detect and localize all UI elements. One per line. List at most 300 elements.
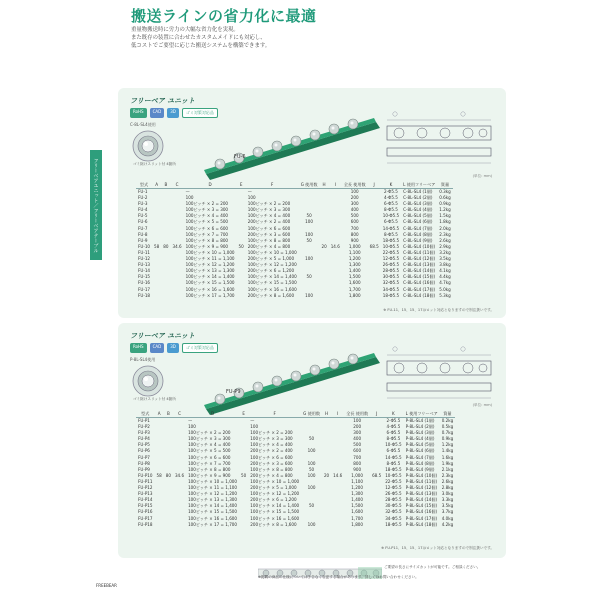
- spec-table-body: [136, 189, 453, 299]
- table-cell: 34.6: [172, 243, 182, 249]
- table-cell: 100ピッチ × 16 = 1,600: [247, 286, 297, 292]
- table-cell: 20: [321, 243, 327, 249]
- table-cell: [331, 522, 344, 528]
- table-cell: 100ピッチ × 16 = 1,600: [250, 515, 300, 521]
- col-i: I: [329, 181, 342, 189]
- table-cell: 100ピッチ × 14 = 1,400: [250, 503, 300, 509]
- col-k: K: [381, 181, 401, 189]
- table-cell: [173, 522, 186, 528]
- table-cell: 18-Φ5.5: [385, 466, 402, 472]
- table-cell: 5.0kg: [439, 286, 451, 292]
- table-cell: 400: [353, 436, 362, 442]
- table-header-row: [136, 181, 453, 189]
- col-mass: 質量: [440, 410, 455, 418]
- table-cell: P-8L-SL4 (5個): [405, 442, 435, 448]
- table-cell: 100: [305, 219, 313, 225]
- table-cell: P-8L-SL4 (7個): [405, 454, 435, 460]
- table-cell: 700: [353, 454, 362, 460]
- technical-drawing: [383, 106, 495, 176]
- col-k: K: [383, 410, 403, 418]
- table-cell: 1,400: [348, 268, 361, 274]
- table-cell: [152, 293, 161, 299]
- table-cell: 900: [353, 466, 362, 472]
- dust-proof-badge: ゴミ対策対応品: [182, 108, 218, 118]
- table-cell: 58: [156, 472, 162, 478]
- product-label: FU-P9: [226, 389, 241, 395]
- table-cell: [173, 418, 186, 425]
- table-cell: 50: [238, 243, 244, 249]
- table-cell: FU-P1: [138, 418, 150, 423]
- table-cell: [368, 189, 381, 196]
- table-cell: 100ピッチ × 12 = 1,200: [250, 491, 300, 497]
- table-cell: 2.1kg: [441, 466, 454, 472]
- table-cell: FU-9: [138, 237, 148, 243]
- table-cell: 1,600: [348, 280, 361, 286]
- table-cell: 100ピッチ × 2 = 200: [188, 430, 231, 436]
- table-cell: C-8L-SL4 (12個): [403, 256, 436, 262]
- table-cell: [155, 418, 164, 425]
- table-cell: 4-Φ5.5: [384, 195, 398, 201]
- table-cell: 34.6: [174, 472, 185, 478]
- table-cell: 100ピッチ × 17 = 1,700: [185, 292, 235, 298]
- table-cell: 18-Φ5.5: [382, 237, 400, 243]
- table-cell: 34-Φ5.5: [382, 286, 400, 292]
- table-cell: 1,600: [351, 509, 364, 515]
- table-cell: C-8L-SL4 (16個): [403, 280, 436, 286]
- table-cell: 1,300: [351, 491, 364, 497]
- table-cell: FU-1: [138, 189, 148, 194]
- table-cell: P-8L-SL4 (2個): [405, 424, 435, 430]
- table-cell: FU-P16: [138, 509, 153, 515]
- table-cell: 1,100: [351, 478, 364, 484]
- table-cell: 2-Φ5.5: [384, 189, 398, 194]
- table-cell: 1,000: [348, 243, 361, 249]
- table-cell: 100ピッチ × 14 = 1,400: [188, 503, 238, 509]
- table-cell: FU-4: [138, 207, 148, 213]
- table-cell: 100: [350, 189, 359, 194]
- table-cell: 4.7kg: [439, 280, 451, 286]
- table-cell: 14.6: [330, 243, 340, 249]
- table-cell: 12-Φ5.5: [382, 256, 400, 262]
- col-b: B: [164, 410, 173, 418]
- table-cell: 2.8kg: [441, 485, 454, 491]
- 3d-badge[interactable]: 3D: [167, 343, 179, 353]
- footer-note-spec: ※掲載の商品の仕様については予告なく変更する場合があります。詳しくはお問い合わせください。: [258, 575, 419, 579]
- table-cell: P-8L-SL4 (3個): [405, 430, 435, 436]
- table-cell: 6-Φ5.5: [386, 430, 401, 436]
- table-cell: 300: [350, 201, 359, 207]
- table-cell: C-8L-SL4 (3個): [403, 201, 433, 207]
- rohs-badge: RoHS: [130, 343, 147, 353]
- table-cell: C-8L-SL4 (13個): [403, 262, 436, 268]
- table-cell: 50: [241, 472, 247, 478]
- table-cell: FU-12: [138, 256, 151, 262]
- table-cell: FU-8: [138, 231, 148, 237]
- table-cell: P-8L-SL4 (17個): [405, 515, 438, 521]
- table-cell: FU-P3: [138, 430, 150, 436]
- section-title: フリーベア ユニット: [130, 97, 195, 105]
- table-cell: 26-Φ5.5: [382, 262, 400, 268]
- desc-line: 重量物搬送時に労力の大幅な省力化を実現。: [131, 27, 239, 33]
- table-cell: P-8L-SL4 (12個): [405, 485, 438, 491]
- spec-table: [136, 181, 453, 299]
- table-cell: 100ピッチ × 8 = 800: [247, 237, 291, 243]
- slit-note: ゴミ除けスリット付 4箇所: [133, 397, 176, 401]
- desc-line: 低コストでご要望に応じた搬送システムを構築できます。: [131, 43, 271, 49]
- table-cell: 6-Φ5.5: [384, 219, 398, 225]
- table-cell: [301, 418, 322, 425]
- table-cell: 200ピッチ × 5 = 1,000: [247, 256, 295, 262]
- table-cell: 28-Φ5.5: [382, 268, 400, 274]
- table-cell: C-8L-SL4 (2個): [403, 195, 433, 201]
- table-cell: 0.3kg: [439, 189, 451, 194]
- table-cell: 5.3kg: [439, 292, 451, 298]
- table-cell: [331, 418, 344, 425]
- table-cell: 200ピッチ × 8 = 1,600: [250, 521, 297, 527]
- table-cell: 100: [307, 521, 316, 527]
- table-cell: 100ピッチ × 6 = 600: [250, 454, 293, 460]
- table-cell: C-8L-SL4 (11個): [403, 249, 436, 255]
- table-cell: 80: [163, 243, 169, 249]
- table-cell: 50: [306, 237, 312, 243]
- table-cell: 200ピッチ × 2 = 400: [250, 448, 293, 454]
- table-cell: 200: [350, 195, 359, 201]
- table-cell: 10-Φ5.5: [382, 243, 400, 249]
- table-cell: 1,200: [348, 256, 361, 262]
- table-cell: FU-7: [138, 225, 148, 231]
- table-cell: 100ピッチ × 8 = 800: [250, 466, 293, 472]
- table-cell: 1,700: [351, 515, 364, 521]
- table-cell: 32-Φ5.5: [382, 280, 400, 286]
- unit-note: (単位: mm): [472, 403, 492, 407]
- table-cell: FU-15: [138, 274, 151, 280]
- col-l: L 使用フリーベア: [405, 410, 438, 416]
- table-cell: 32-Φ5.5: [385, 509, 402, 515]
- table-cell: FU-P6: [138, 448, 150, 454]
- table-cell: [239, 522, 248, 528]
- table-cell: 100ピッチ × 15 = 1,500: [185, 280, 235, 286]
- col-c: C: [170, 181, 183, 189]
- table-cell: FU-6: [138, 219, 148, 225]
- table-cell: FU-P11: [138, 478, 153, 484]
- col-model: 型式: [136, 181, 152, 189]
- table-cell: 100ピッチ × 12 = 1,200: [185, 262, 235, 268]
- table-cell: FU-P10: [138, 472, 153, 478]
- table-cell: 100ピッチ × 12 = 1,200: [247, 262, 297, 268]
- table-cell: 200ピッチ × 5 = 1,000: [250, 485, 297, 491]
- cad-badge[interactable]: CAD: [150, 343, 165, 353]
- table-cell: FU-P5: [138, 442, 150, 448]
- col-a: A: [155, 410, 164, 418]
- col-i: I: [331, 410, 344, 418]
- table-cell: P-8L-SL4 (15個): [405, 503, 438, 509]
- table-cell: [237, 293, 246, 299]
- table-cell: 200ピッチ × 4 = 800: [247, 243, 291, 249]
- table-cell: FU-5: [138, 213, 148, 219]
- table-cell: 3.7kg: [441, 509, 454, 515]
- table-cell: 100ピッチ × 11 = 1,100: [185, 256, 235, 262]
- table-cell: 1,000: [351, 472, 364, 478]
- table-cell: 800: [353, 460, 362, 466]
- table-cell: 100ピッチ × 4 = 400: [247, 213, 291, 219]
- table-cell: 58: [154, 243, 160, 249]
- table-cell: 200ピッチ × 4 = 800: [250, 472, 293, 478]
- table-cell: 100ピッチ × 8 = 800: [185, 237, 229, 243]
- table-cell: 2.6kg: [439, 237, 451, 243]
- table-cell: 4.2kg: [441, 521, 454, 527]
- table-cell: [170, 189, 183, 196]
- col-length: 全長 使用数: [346, 410, 369, 416]
- table-cell: 100: [305, 292, 313, 298]
- table-cell: [155, 522, 164, 528]
- table-cell: FU-P13: [138, 491, 153, 497]
- table-row: [136, 293, 453, 299]
- table-cell: 1,300: [348, 262, 361, 268]
- table-cell: C-8L-SL4 (14個): [403, 268, 436, 274]
- table-cell: 100ピッチ × 2 = 200: [247, 201, 291, 207]
- table-cell: FU-17: [138, 286, 151, 292]
- table-cell: 4.4kg: [439, 274, 451, 280]
- table-cell: 1.5kg: [439, 213, 451, 219]
- table-cell: 600: [353, 448, 362, 454]
- table-cell: 8-Φ5.5: [386, 460, 401, 466]
- table-cell: [370, 418, 383, 425]
- table-cell: [170, 293, 183, 299]
- table-cell: 100: [353, 418, 362, 423]
- table-cell: 100ピッチ × 2 = 200: [250, 430, 293, 436]
- table-cell: 22-Φ5.5: [385, 478, 402, 484]
- table-cell: FU-3: [138, 201, 148, 207]
- table-cell: 500: [353, 442, 362, 448]
- table-cell: 100: [305, 256, 313, 262]
- table-cell: P-8L-SL4 (4個): [405, 436, 435, 442]
- table-cell: 68.5: [369, 243, 379, 249]
- table-cell: 100ピッチ × 13 = 1,300: [188, 497, 238, 503]
- side-category-tab[interactable]: フリーベアユニット／フリーベアテーブル: [90, 150, 102, 260]
- technical-drawing: [383, 341, 495, 411]
- spec-table-body: [136, 418, 455, 528]
- table-cell: FU-16: [138, 280, 151, 286]
- table-cell: 3.0kg: [441, 491, 454, 497]
- table-cell: 1,500: [348, 274, 361, 280]
- table-cell: C-8L-SL4 (4個): [403, 207, 433, 213]
- 3d-badge[interactable]: 3D: [167, 108, 179, 118]
- table-cell: 300: [353, 430, 362, 436]
- table-cell: FU-P7: [138, 454, 150, 460]
- table-cell: FU-13: [138, 262, 151, 268]
- table-cell: P-8L-SL4 (9個): [405, 466, 435, 472]
- col-a: A: [152, 181, 161, 189]
- table-row: [136, 522, 455, 528]
- table-cell: 50: [308, 436, 315, 442]
- table-cell: 1.8kg: [439, 219, 451, 225]
- table-note: ※ FU-P11、15、15、17はロット対応となりますので別注扱いです。: [381, 546, 494, 550]
- table-cell: [299, 189, 320, 196]
- table-cell: FU-14: [138, 268, 151, 274]
- table-cell: 28-Φ5.5: [385, 497, 402, 503]
- table-cell: 100ピッチ × 9 = 900: [185, 243, 229, 249]
- table-cell: 1,500: [351, 503, 364, 509]
- table-cell: 100ピッチ × 15 = 1,500: [247, 280, 297, 286]
- table-cell: C-8L-SL4 (18個): [403, 292, 436, 298]
- table-cell: 1.2kg: [441, 442, 454, 448]
- table-cell: 4-Φ5.5: [386, 424, 401, 430]
- table-cell: 100: [247, 195, 256, 201]
- table-cell: 100ピッチ × 7 = 700: [185, 231, 229, 237]
- table-cell: 200ピッチ × 2 = 400: [247, 219, 291, 225]
- table-cell: 200ピッチ × 8 = 1,600: [247, 292, 295, 298]
- table-cell: 0.6kg: [439, 195, 451, 201]
- table-cell: 1,800: [348, 292, 361, 298]
- table-cell: 700: [350, 225, 359, 231]
- table-cell: 100ピッチ × 4 = 400: [185, 213, 229, 219]
- table-cell: 0.5kg: [441, 424, 454, 430]
- table-cell: FU-P15: [138, 503, 153, 509]
- table-cell: 100ピッチ × 10 = 1,000: [185, 249, 235, 255]
- col-j: J: [370, 410, 383, 418]
- table-cell: 100ピッチ × 5 = 500: [185, 219, 229, 225]
- table-cell: 0.9kg: [439, 201, 451, 207]
- table-cell: 3.5kg: [441, 503, 454, 509]
- table-cell: 100ピッチ × 4 = 400: [250, 442, 293, 448]
- col-mass: 質量: [437, 181, 452, 189]
- table-cell: P-8L-SL4 (16個): [405, 509, 438, 515]
- slit-note: ゴミ除けスリット付 4箇所: [133, 162, 176, 166]
- table-cell: 34-Φ5.5: [385, 515, 402, 521]
- table-cell: 100: [307, 485, 316, 491]
- table-cell: FU-P14: [138, 497, 153, 503]
- table-cell: [368, 293, 381, 299]
- table-cell: 100ピッチ × 12 = 1,200: [188, 491, 238, 497]
- table-cell: 100ピッチ × 16 = 1,600: [185, 286, 235, 292]
- table-cell: 8-Φ5.5: [386, 436, 401, 442]
- table-cell: 1.4kg: [441, 448, 454, 454]
- table-cell: 100ピッチ × 9 = 900: [188, 472, 231, 478]
- table-cell: [322, 522, 331, 528]
- product-section-p: [118, 323, 506, 558]
- table-cell: 2-Φ5.5: [386, 418, 401, 423]
- table-cell: [319, 293, 328, 299]
- table-cell: 1.9kg: [441, 460, 454, 466]
- table-cell: [329, 293, 342, 299]
- table-cell: 100: [188, 424, 196, 430]
- table-cell: —: [247, 189, 252, 194]
- col-b: B: [161, 181, 170, 189]
- table-cell: 50: [308, 466, 315, 472]
- table-cell: 200ピッチ × 3 = 600: [247, 231, 291, 237]
- ball-closeup-image: [132, 130, 164, 166]
- table-cell: 100ピッチ × 6 = 600: [188, 454, 231, 460]
- table-cell: 100ピッチ × 3 = 300: [250, 436, 293, 442]
- table-cell: 100ピッチ × 11 = 1,100: [188, 485, 238, 491]
- table-cell: 0.2kg: [441, 418, 454, 423]
- table-cell: 100ピッチ × 15 = 1,500: [250, 509, 300, 515]
- table-cell: [319, 189, 328, 196]
- table-cell: FU-P17: [138, 515, 153, 521]
- table-cell: 1,200: [351, 485, 364, 491]
- table-cell: FU-P4: [138, 436, 150, 442]
- col-f: F: [248, 410, 301, 418]
- col-c: C: [173, 410, 186, 418]
- rohs-badge: RoHS: [130, 108, 147, 118]
- page-title: 搬送ラインの省力化に最適: [131, 7, 317, 25]
- cad-badge[interactable]: CAD: [150, 108, 165, 118]
- table-cell: P-8L-SL4 (13個): [405, 491, 438, 497]
- table-cell: 2.3kg: [441, 472, 454, 478]
- table-header-row: [136, 410, 455, 418]
- table-cell: 3.3kg: [441, 497, 454, 503]
- col-f: F: [246, 181, 299, 189]
- table-cell: P-8L-SL4 (8個): [405, 460, 435, 466]
- table-cell: 80: [165, 472, 171, 478]
- table-cell: FU-18: [138, 292, 151, 298]
- table-cell: C-8L-SL4 (8個): [403, 231, 433, 237]
- table-cell: 100ピッチ × 14 = 1,400: [185, 274, 235, 280]
- table-cell: 22-Φ5.5: [382, 249, 400, 255]
- table-cell: —: [250, 418, 255, 423]
- brand-logo: FREEBEAR: [96, 583, 117, 588]
- col-d: D: [186, 410, 239, 418]
- table-cell: 4.1kg: [439, 268, 451, 274]
- table-cell: 100ピッチ × 3 = 300: [185, 207, 229, 213]
- table-cell: 1.2kg: [439, 207, 451, 213]
- table-cell: 0.9kg: [441, 436, 454, 442]
- table-cell: 50: [306, 274, 312, 280]
- table-cell: [161, 189, 170, 196]
- table-cell: 1.6kg: [441, 454, 454, 460]
- table-cell: 200ピッチ × 3 = 600: [250, 460, 293, 466]
- table-cell: 100ピッチ × 10 = 1,000: [188, 478, 238, 484]
- table-cell: 10-Φ5.5: [385, 472, 402, 478]
- table-cell: 50: [306, 213, 312, 219]
- table-cell: 14-Φ5.5: [385, 454, 402, 460]
- col-e: E: [237, 181, 246, 189]
- table-cell: 8-Φ5.5: [384, 231, 398, 237]
- table-cell: 100ピッチ × 17 = 1,700: [188, 521, 238, 527]
- col-h: H: [319, 181, 328, 189]
- footer-note-cut: ご要望の長さにサイズカットが可能です。ご相談ください。: [384, 565, 481, 569]
- table-cell: P-8L-SL4 (1個): [405, 418, 435, 423]
- product-label: FU-6: [234, 154, 246, 160]
- table-cell: 6-Φ5.5: [384, 201, 398, 207]
- table-cell: 100: [307, 472, 316, 478]
- table-cell: [152, 189, 161, 196]
- table-cell: —: [185, 189, 190, 194]
- table-cell: 100ピッチ × 16 = 1,600: [188, 515, 238, 521]
- table-cell: FU-10: [138, 243, 151, 249]
- table-cell: 14-Φ5.5: [382, 225, 400, 231]
- spec-table: [136, 410, 455, 528]
- table-cell: C-8L-SL4 (9個): [403, 237, 433, 243]
- col-model: 型式: [136, 410, 155, 418]
- table-cell: 100: [305, 231, 313, 237]
- col-g: G 使用数: [303, 410, 320, 416]
- col-h: H: [322, 410, 331, 418]
- table-cell: 800: [350, 231, 359, 237]
- table-cell: 200: [353, 424, 362, 430]
- table-cell: P-8L-SL4 (6個): [405, 448, 435, 454]
- table-cell: 1,100: [348, 249, 361, 255]
- table-cell: [161, 293, 170, 299]
- table-cell: C-8L-SL4 (6個): [403, 219, 433, 225]
- table-cell: [322, 418, 331, 425]
- table-cell: 100: [307, 448, 316, 454]
- table-cell: [370, 522, 383, 528]
- table-cell: 30-Φ5.5: [382, 274, 400, 280]
- table-cell: FU-2: [138, 195, 148, 201]
- desc-line: また既存の装置に合わせたカスタムメイドにも対応し、: [131, 35, 266, 41]
- table-cell: 8-Φ5.5: [384, 207, 398, 213]
